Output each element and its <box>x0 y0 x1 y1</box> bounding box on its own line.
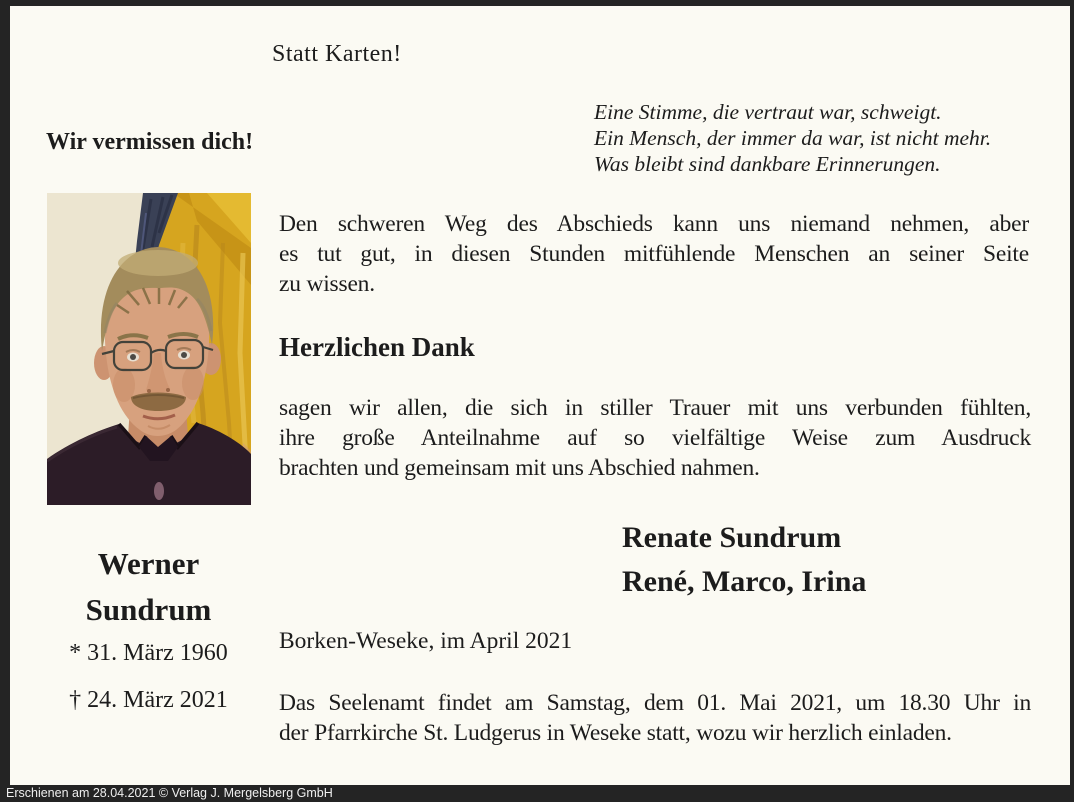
paragraph2-line-2: ihre große Anteilnahme auf so vielfältige Weise zum Ausdruck <box>279 425 1031 451</box>
place-date-line: Borken-Weseke, im April 2021 <box>279 628 573 654</box>
death-date: † 24. März 2021 <box>69 687 228 713</box>
imprint-text: Erschienen am 28.04.2021 © Verlag J. Mergelsberg GmbH <box>6 786 333 800</box>
we-miss-you-heading: Wir vermissen dich! <box>46 129 254 155</box>
deceased-first-name: Werner <box>97 546 200 581</box>
thanks-paragraph <box>279 393 1031 483</box>
paragraph1-line-3: zu wissen. <box>279 271 375 297</box>
thanks-heading: Herzlichen Dank <box>279 332 475 362</box>
family-name-2: René, Marco, Irina <box>622 565 867 598</box>
birth-date: * 31. März 1960 <box>69 640 228 666</box>
footer-bar <box>0 785 1074 802</box>
condolence-paragraph <box>279 209 1029 299</box>
family-name-1: Renate Sundrum <box>622 521 842 554</box>
service-info <box>279 688 1031 748</box>
paragraph1-line-1: Den schweren Weg des Abschieds kann uns niemand nehmen, aber <box>279 211 1029 237</box>
verse-line-2: Ein Mensch, der immer da war, ist nicht mehr. <box>594 126 992 150</box>
service-line-2: der Pfarrkirche St. Ludgerus in Weseke statt, wozu wir herzlich einladen. <box>279 720 952 746</box>
verse-line-3: Was bleibt sind dankbare Erinnerungen. <box>594 152 941 176</box>
family-signature <box>622 516 866 604</box>
portrait-photo <box>47 193 251 505</box>
memorial-verse <box>594 99 991 177</box>
verse-line-1: Eine Stimme, die vertraut war, schweigt. <box>594 100 942 124</box>
service-line-1: Das Seelenamt findet am Samstag, dem 01. Mai 2021, um 18.30 Uhr in <box>279 690 1031 716</box>
paragraph2-line-3: brachten und gemeinsam mit uns Abschied nahmen. <box>279 455 760 481</box>
statt-karten-note: Statt Karten! <box>272 41 402 67</box>
deceased-name <box>36 541 261 633</box>
paragraph2-line-1: sagen wir allen, die sich in stiller Trauer mit uns verbunden fühlten, <box>279 395 1031 421</box>
deceased-last-name: Sundrum <box>85 592 212 627</box>
paragraph1-line-2: es tut gut, in diesen Stunden mitfühlende Menschen an seiner Seite <box>279 241 1029 267</box>
